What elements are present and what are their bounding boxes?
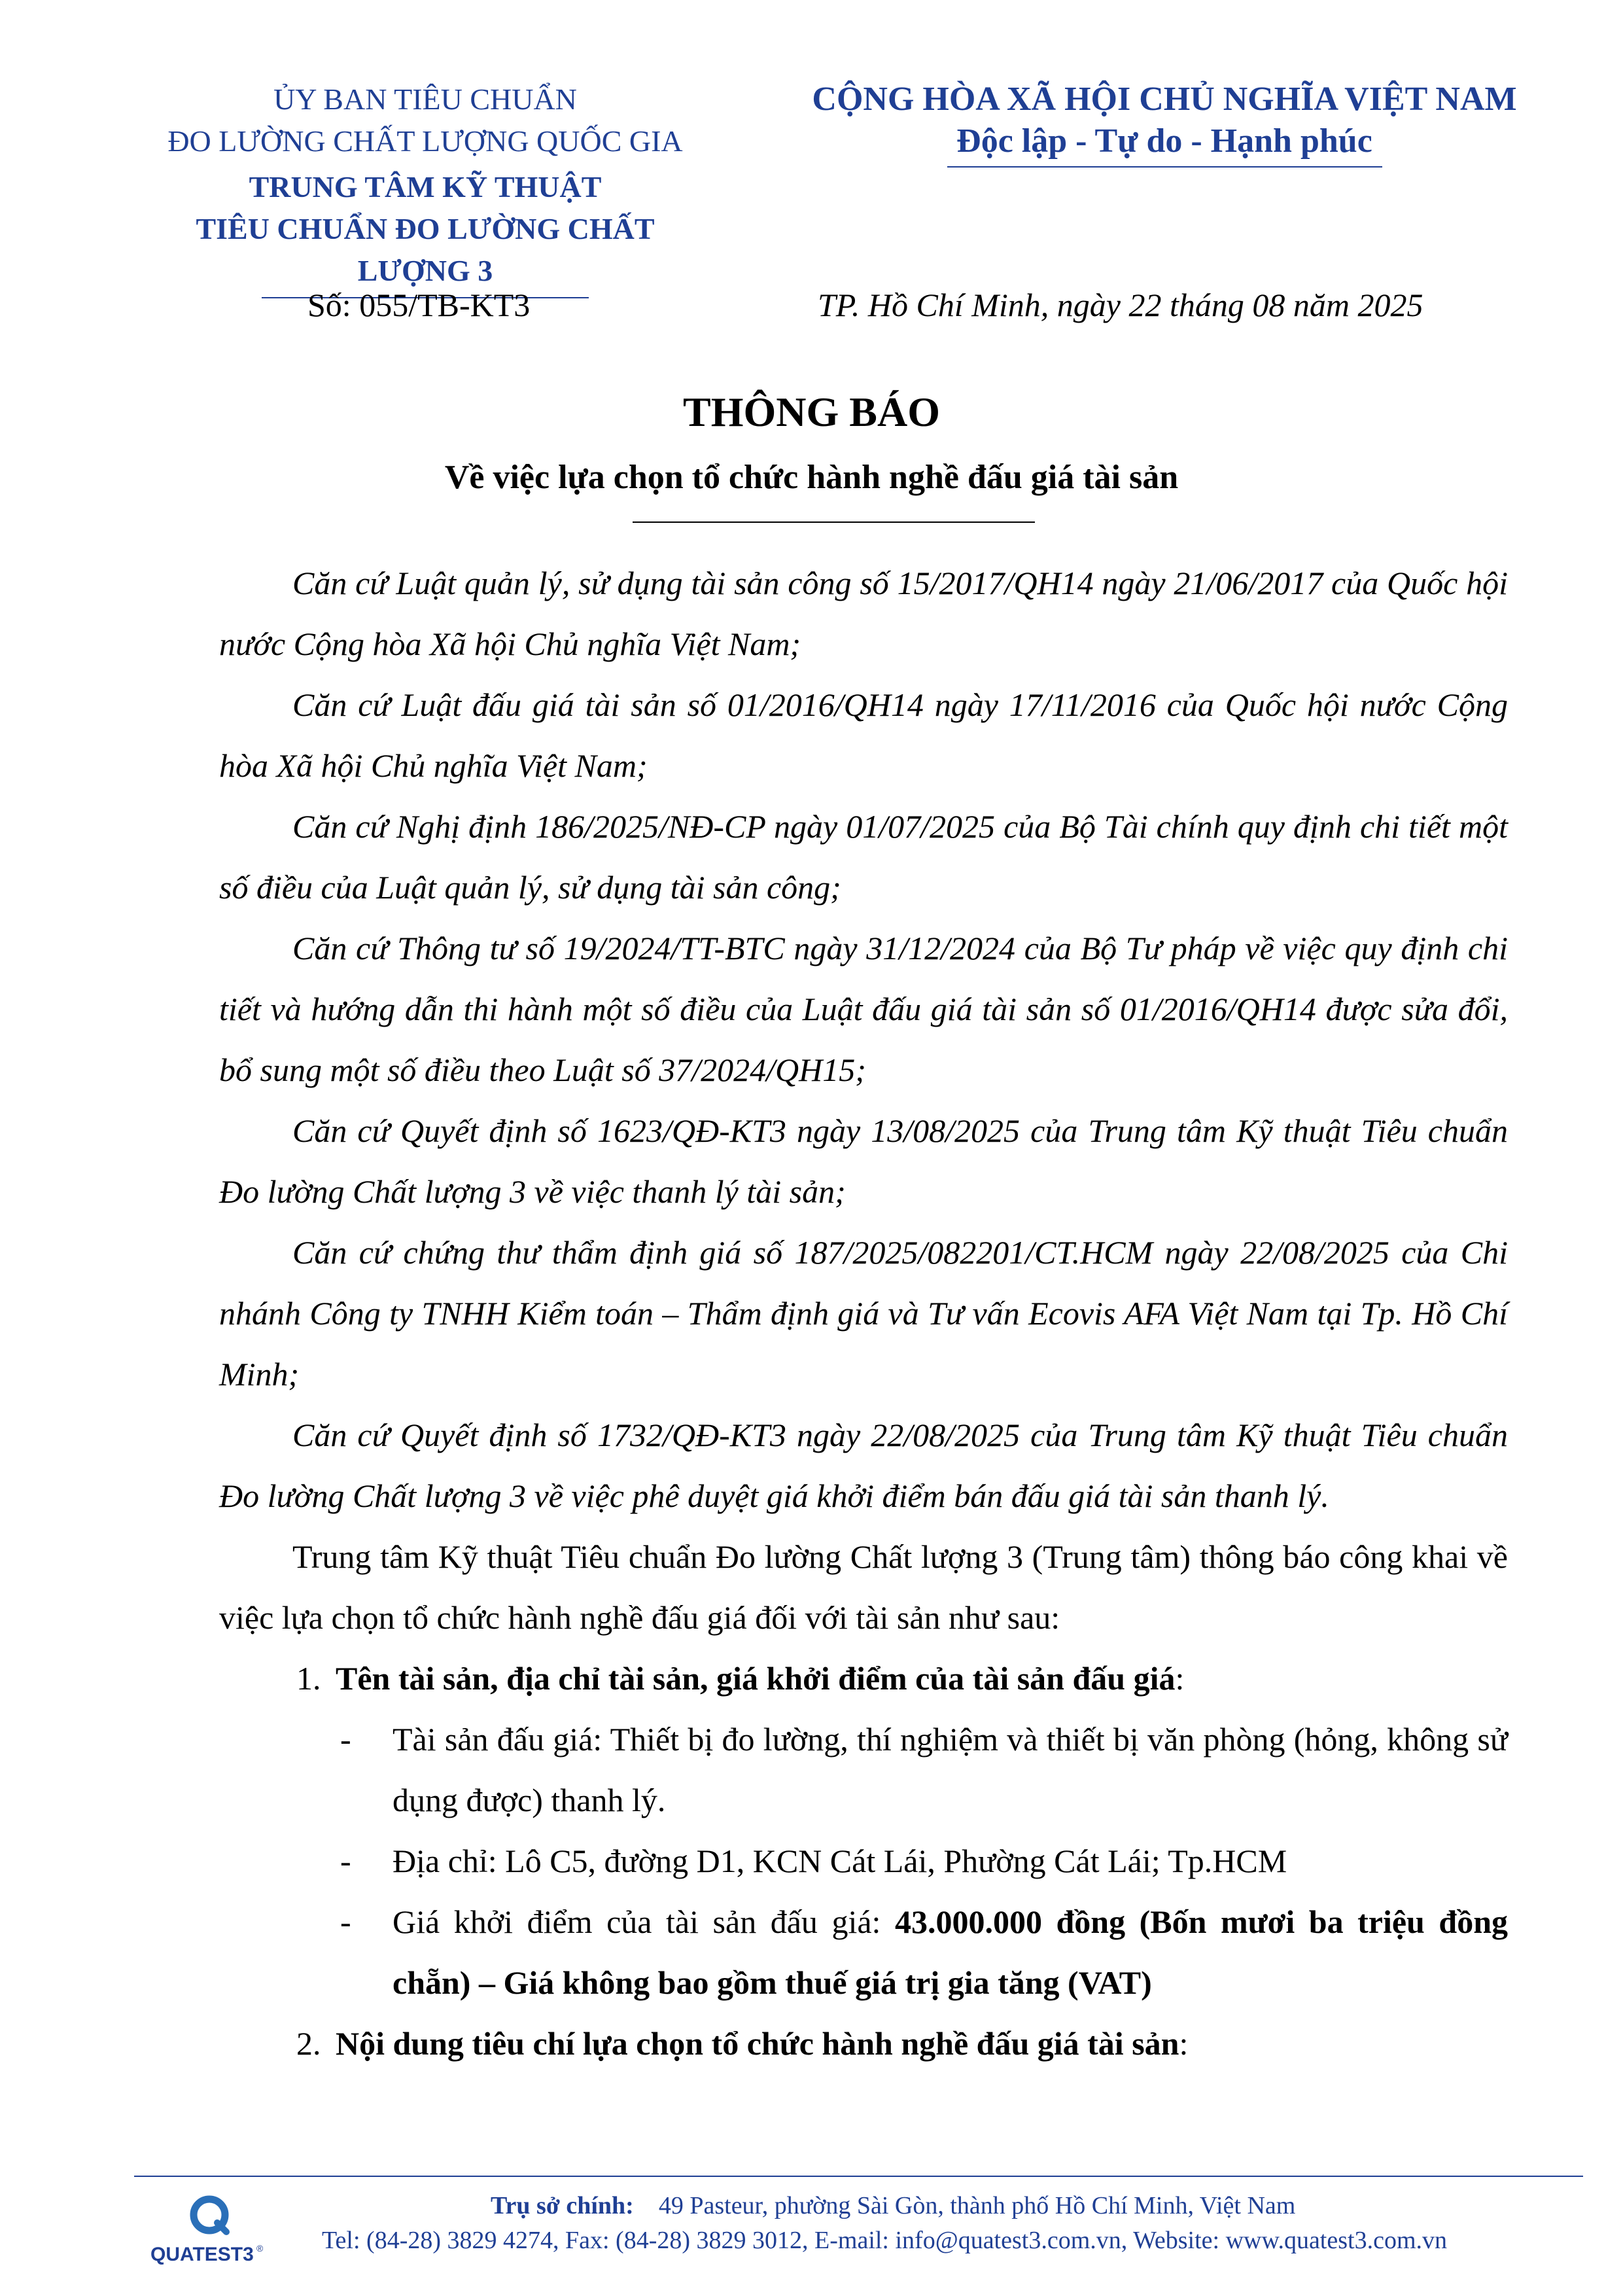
title-underline <box>633 521 1035 523</box>
price-item <box>219 1892 1508 2013</box>
document-title: THÔNG BÁO <box>683 389 940 435</box>
legal-basis-1: Căn cứ Luật quản lý, sử dụng tài sản công số 15/2017/QH14 ngày 21/06/2017 của Quốc hội nước Cộng hòa Xã hội Chủ nghĩa Việt Nam; <box>219 565 1508 662</box>
legal-basis-6: Căn cứ chứng thư thẩm định giá số 187/2025/082201/CT.HCM ngày 22/08/2025 của Chi nhánh Công ty TNHH Kiểm toán – Thẩm định giá và Tư vấn Ecovis AFA Việt Nam tại Tp. Hồ Chí Minh; <box>219 1234 1508 1392</box>
intro-paragraph: Trung tâm Kỹ thuật Tiêu chuẩn Đo lường Chất lượng 3 (Trung tâm) thông báo công khai về việc lựa chọn tổ chức hành nghề đấu giá đối với tài sản như sau: <box>219 1538 1508 1636</box>
issuing-agency-block <box>150 79 700 298</box>
legal-basis-2: Căn cứ Luật đấu giá tài sản số 01/2016/QH14 ngày 17/11/2016 của Quốc hội nước Cộng hòa Xã hội Chủ nghĩa Việt Nam; <box>219 686 1508 784</box>
document-number: Số: 055/TB-KT3 <box>307 287 531 323</box>
section-1-title: Tên tài sản, địa chỉ tài sản, giá khởi điểm của tài sản đấu giá <box>336 1660 1176 1697</box>
footer-divider <box>134 2176 1583 2177</box>
legal-basis-4: Căn cứ Thông tư số 19/2024/TT-BTC ngày 31/12/2024 của Bộ Tư pháp về việc quy định chi tiết và hướng dẫn thi hành một số điều của Luật đấu giá tài sản số 01/2016/QH14 được sửa đổi, bổ sung một số điều theo Luật số 37/2024/QH15; <box>219 930 1508 1088</box>
quatest3-logo <box>144 2189 294 2267</box>
agency-line-2: ĐO LƯỜNG CHẤT LƯỢNG QUỐC GIA <box>167 124 683 158</box>
address-item <box>219 1831 1508 1892</box>
footer-hq-address: 49 Pasteur, phường Sài Gòn, thành phố Hồ Chí Minh, Việt Nam <box>658 2192 1296 2219</box>
national-motto: Độc lập - Tự do - Hạnh phúc <box>956 122 1372 160</box>
motto-underline <box>947 166 1382 168</box>
asset-text: Tài sản đấu giá: Thiết bị đo lường, thí nghiệm và thiết bị văn phòng (hỏng, không sử dụng được) thanh lý. <box>393 1721 1508 1818</box>
agency-line-1: ỦY BAN TIÊU CHUẨN <box>273 82 577 116</box>
price-dash: - <box>340 1903 351 1940</box>
asset-dash: - <box>340 1721 351 1757</box>
footer-headquarters <box>491 2189 1295 2223</box>
legal-basis-5: Căn cứ Quyết định số 1623/QĐ-KT3 ngày 13/08/2025 của Trung tâm Kỹ thuật Tiêu chuẩn Đo lường Chất lượng 3 về việc thanh lý tài sản; <box>219 1112 1508 1210</box>
asset-item <box>219 1709 1508 1831</box>
section-2-number: 2. <box>296 2025 321 2062</box>
document-body <box>219 553 1508 2074</box>
section-1-heading <box>219 1648 1508 1709</box>
section-1-number: 1. <box>296 1660 321 1697</box>
address-text: Địa chỉ: Lô C5, đường D1, KCN Cát Lái, Phường Cát Lái; Tp.HCM <box>393 1843 1287 1879</box>
agency-line-3: TRUNG TÂM KỸ THUẬT <box>249 170 602 203</box>
quatest3-logo-icon <box>144 2189 294 2267</box>
document-subtitle: Về việc lựa chọn tổ chức hành nghề đấu giá tài sản <box>444 459 1179 496</box>
section-2-heading <box>219 2013 1508 2074</box>
section-2-colon: : <box>1179 2025 1189 2062</box>
place-and-date: TP. Hồ Chí Minh, ngày 22 tháng 08 năm 2025 <box>818 287 1423 323</box>
logo-wordmark: QUATEST3 <box>150 2244 254 2265</box>
legal-basis-7: Căn cứ Quyết định số 1732/QĐ-KT3 ngày 22/08/2025 của Trung tâm Kỹ thuật Tiêu chuẩn Đo lường Chất lượng 3 về việc phê duyệt giá khởi điểm bán đấu giá tài sản thanh lý. <box>219 1417 1508 1514</box>
legal-basis-3: Căn cứ Nghị định 186/2025/NĐ-CP ngày 01/07/2025 của Bộ Tài chính quy định chi tiết một số điều của Luật quản lý, sử dụng tài sản công; <box>219 808 1508 906</box>
footer-hq-label: Trụ sở chính: <box>491 2192 634 2219</box>
logo-registered-mark: ® <box>256 2243 264 2253</box>
national-heading-block <box>782 79 1547 168</box>
price-value: 43.000.000 đồng (Bốn mươi ba triệu đồng chẵn) – Giá không bao gồm thuế giá trị gia tăng (VAT) <box>393 1903 1508 2001</box>
section-1-colon: : <box>1175 1660 1185 1697</box>
price-label: Giá khởi điểm của tài sản đấu giá: <box>393 1903 895 1940</box>
section-2-title: Nội dung tiêu chí lựa chọn tổ chức hành nghề đấu giá tài sản <box>336 2025 1179 2062</box>
address-dash: - <box>340 1843 351 1879</box>
national-name: CỘNG HÒA XÃ HỘI CHỦ NGHĨA VIỆT NAM <box>812 80 1517 118</box>
footer-contact: Tel: (84-28) 3829 4274, Fax: (84-28) 3829 3012, E-mail: info@quatest3.com.vn, Website: www.quatest3.com.vn <box>322 2227 1448 2254</box>
agency-line-4: TIÊU CHUẨN ĐO LƯỜNG CHẤT LƯỢNG 3 <box>196 212 655 287</box>
